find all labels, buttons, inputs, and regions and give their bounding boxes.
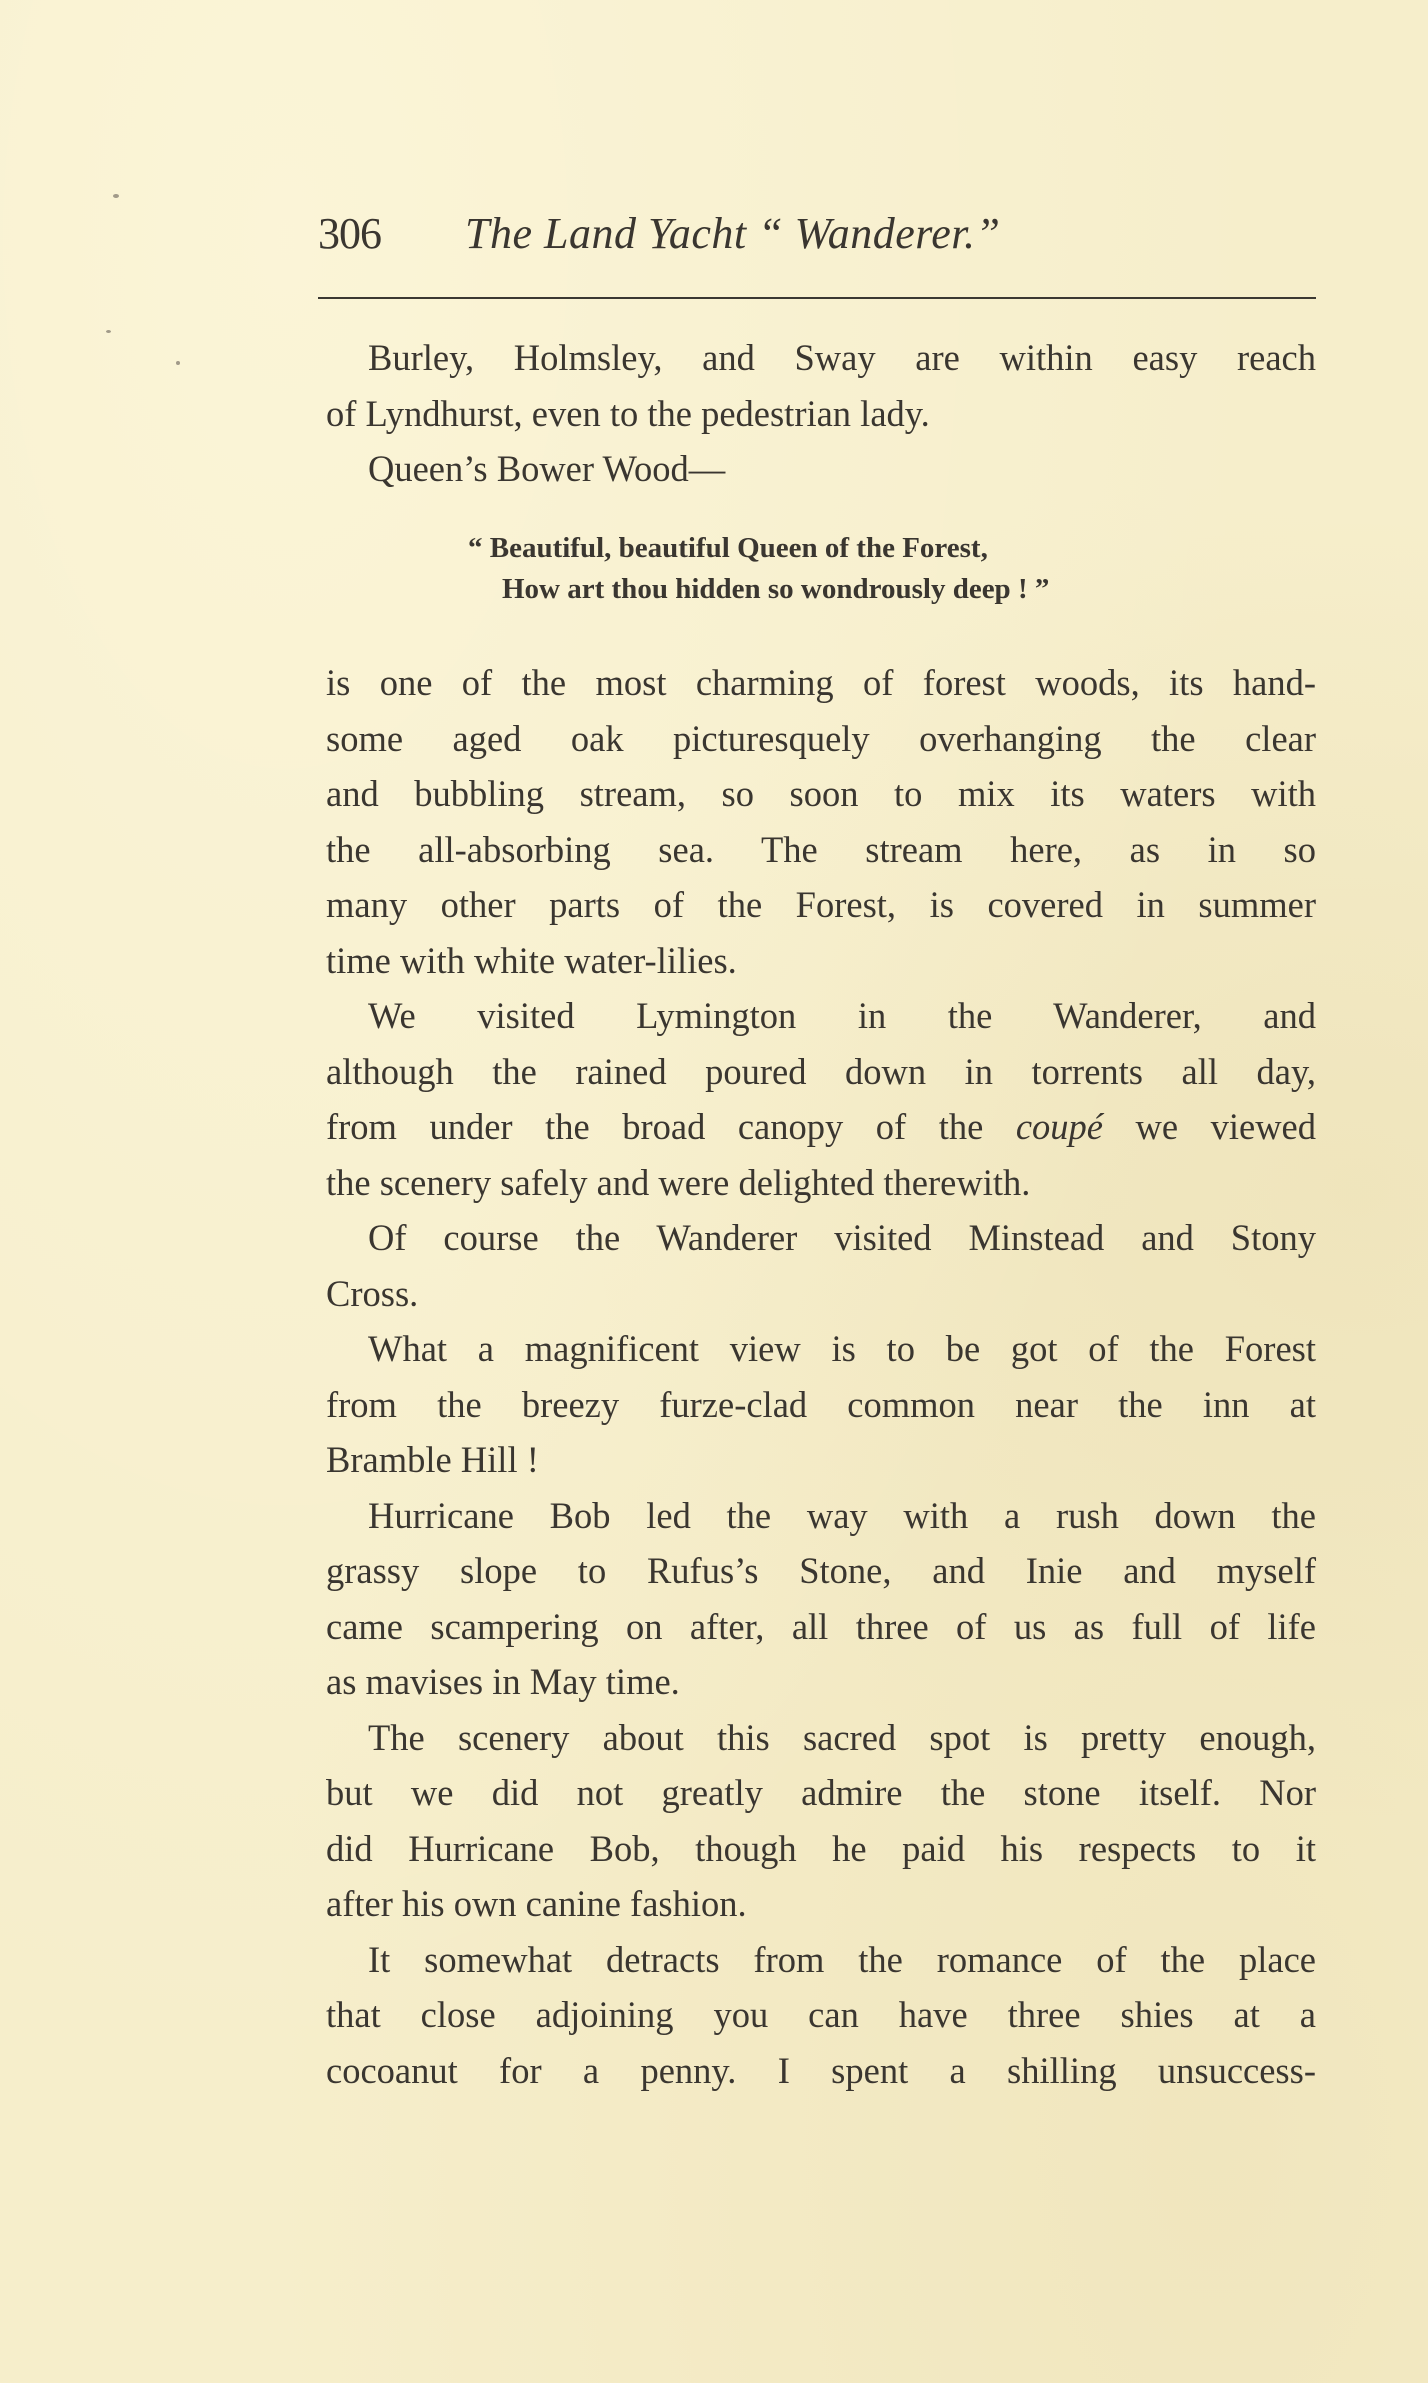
text-line: came scampering on after, all three of us as full of life	[326, 1605, 1316, 1647]
running-head	[318, 208, 1318, 278]
paragraph	[326, 988, 1316, 1210]
text-line: the all-absorbing sea. The stream here, as in so	[326, 828, 1316, 870]
text-line: time with white water-lilies.	[326, 939, 737, 981]
header-rule	[318, 297, 1316, 299]
text-line: Burley, Holmsley, and Sway are within easy reach	[368, 337, 1316, 378]
paragraph	[326, 655, 1316, 988]
text-line: the scenery safely and were delighted therewith.	[326, 1161, 1031, 1203]
text-line: but we did not greatly admire the stone itself. Nor	[326, 1772, 1316, 1813]
text-line: and bubbling stream, so soon to mix its waters with	[326, 773, 1316, 814]
text-line: It somewhat detracts from the romance of the place	[368, 1938, 1316, 1980]
italic-word: coupé	[1015, 1106, 1103, 1147]
paper-speck	[106, 330, 111, 333]
text-line: Of course the Wanderer visited Minstead and Stony	[368, 1217, 1316, 1258]
text-line: did Hurricane Bob, though he paid his respects to it	[326, 1827, 1316, 1869]
verse-quotation	[468, 528, 1049, 610]
text-line: Bramble Hill !	[326, 1439, 539, 1480]
text-line: many other parts of the Forest, is covered in summer	[326, 884, 1316, 925]
verse-line: “ Beautiful, beautiful Queen of the Forest,	[468, 532, 988, 564]
text-line: of Lyndhurst, even to the pedestrian lady.	[326, 392, 930, 434]
text-line: We visited Lymington in the Wanderer, and	[368, 995, 1316, 1036]
text-line: Hurricane Bob led the way with a rush down the	[368, 1494, 1316, 1536]
paper-speck	[176, 361, 180, 365]
running-title: The Land Yacht “ Wanderer.”	[465, 209, 1001, 258]
text-line: from the breezy furze-clad common near the inn at	[326, 1383, 1316, 1425]
text-line: cocoanut for a penny. I spent a shilling unsuccess-	[326, 2049, 1316, 2091]
paragraph	[326, 1488, 1316, 1710]
paragraph	[326, 1210, 1316, 1321]
main-text	[326, 655, 1316, 2098]
text-line: What a magnificent view is to be got of the Forest	[368, 1328, 1316, 1369]
text-line: Cross.	[326, 1272, 419, 1314]
text-line: Queen’s Bower Wood—	[368, 448, 726, 489]
text-line: grassy slope to Rufus’s Stone, and Inie and myself	[326, 1550, 1316, 1591]
paragraph	[326, 1321, 1316, 1488]
text-line: some aged oak picturesquely overhanging the clear	[326, 717, 1316, 759]
intro-text	[326, 330, 1316, 497]
paragraph	[326, 1710, 1316, 1932]
text-fragment: from under the broad canopy of the	[326, 1106, 984, 1147]
text-line: although the rained poured down in torrents all day,	[326, 1050, 1316, 1092]
text-line: that close adjoining you can have three shies at a	[326, 1994, 1316, 2035]
text-line: The scenery about this sacred spot is pretty enough,	[368, 1716, 1316, 1758]
paper-speck	[113, 194, 119, 198]
verse-line: How art thou hidden so wondrously deep ! ”	[502, 573, 1050, 605]
text-fragment: we viewed	[1135, 1106, 1317, 1147]
text-line-with-italic	[326, 1099, 1316, 1155]
paragraph	[326, 1932, 1316, 2099]
page-number: 306	[318, 209, 381, 258]
text-line: is one of the most charming of forest woods, its hand-	[326, 662, 1316, 703]
text-line: after his own canine fashion.	[326, 1883, 747, 1924]
text-line: as mavises in May time.	[326, 1661, 680, 1702]
